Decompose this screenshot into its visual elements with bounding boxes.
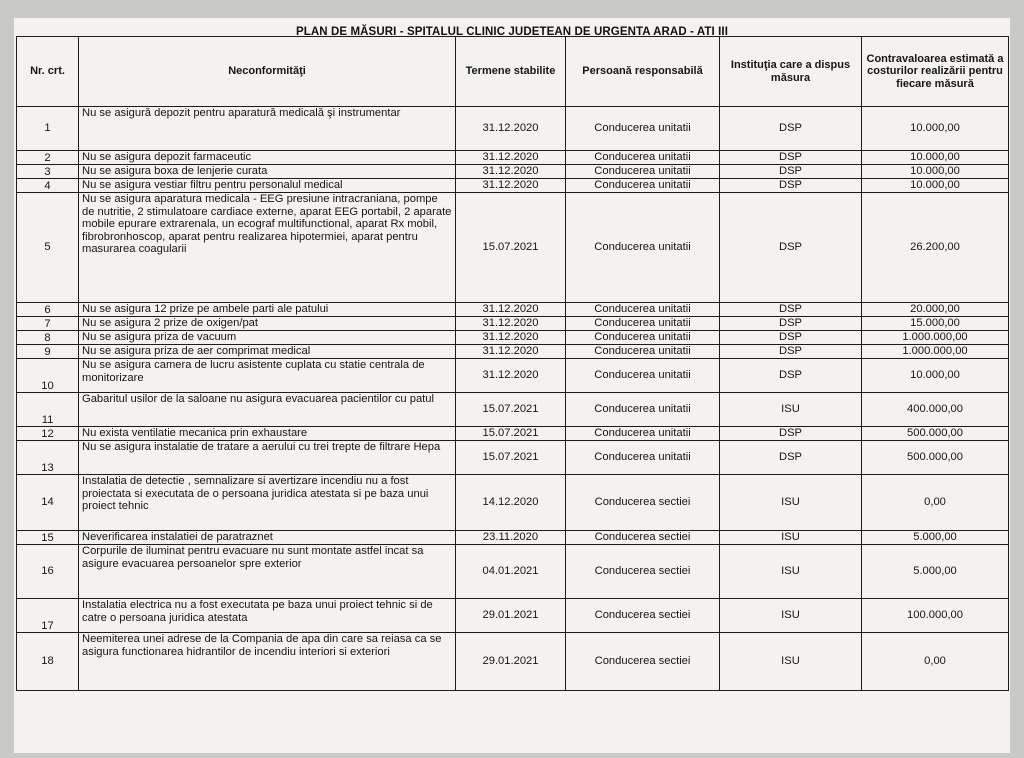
table-row [17,165,1009,179]
row-responsible: Conducerea unitatii [566,165,720,179]
row-nonconformity: Nu se asigura priza de aer comprimat medical [79,345,456,359]
row-responsible: Conducerea unitatii [566,359,720,393]
row-nonconformity: Nu se asigura boxa de lenjerie curata [79,165,456,179]
row-number: 8 [17,331,79,345]
row-nonconformity: Nu se asigura 2 prize de oxigen/pat [79,317,456,331]
row-deadline: 31.12.2020 [456,317,566,331]
row-deadline: 31.12.2020 [456,359,566,393]
row-number: 16 [17,545,79,599]
row-deadline: 15.07.2021 [456,193,566,303]
row-responsible: Conducerea unitatii [566,193,720,303]
row-institution: DSP [720,193,862,303]
row-cost: 10.000,00 [862,107,1009,151]
table-row [17,317,1009,331]
table-row [17,359,1009,393]
row-deadline: 23.11.2020 [456,531,566,545]
row-number: 13 [17,441,79,475]
row-institution: DSP [720,441,862,475]
row-responsible: Conducerea unitatii [566,345,720,359]
row-institution: ISU [720,545,862,599]
row-number: 7 [17,317,79,331]
row-institution: DSP [720,151,862,165]
row-cost: 0,00 [862,633,1009,691]
row-institution: DSP [720,331,862,345]
header-institutia: Instituţia care a dispus măsura [720,37,862,107]
row-institution: DSP [720,165,862,179]
row-responsible: Conducerea sectiei [566,545,720,599]
row-nonconformity: Nu se asigură depozit pentru aparatură medicală şi instrumentar [79,107,456,151]
row-number: 12 [17,427,79,441]
row-deadline: 15.07.2021 [456,393,566,427]
row-cost: 20.000,00 [862,303,1009,317]
row-institution: DSP [720,427,862,441]
row-nonconformity: Nu se asigura depozit farmaceutic [79,151,456,165]
header-neconformitati: Neconformităţi [79,37,456,107]
measures-table [16,36,1009,691]
row-institution: DSP [720,359,862,393]
row-number: 2 [17,151,79,165]
row-deadline: 31.12.2020 [456,165,566,179]
row-cost: 400.000,00 [862,393,1009,427]
row-cost: 1.000.000,00 [862,345,1009,359]
row-responsible: Conducerea sectiei [566,475,720,531]
row-deadline: 15.07.2021 [456,441,566,475]
row-nonconformity: Nu se asigura vestiar filtru pentru personalul medical [79,179,456,193]
row-responsible: Conducerea unitatii [566,303,720,317]
row-number: 3 [17,165,79,179]
row-deadline: 31.12.2020 [456,331,566,345]
row-nonconformity: Nu exista ventilatie mecanica prin exhaustare [79,427,456,441]
row-nonconformity: Corpurile de iluminat pentru evacuare nu sunt montate astfel incat sa asigure evacuarea persoanelor spre exterior [79,545,456,599]
row-number: 11 [17,393,79,427]
row-deadline: 04.01.2021 [456,545,566,599]
row-institution: ISU [720,599,862,633]
row-deadline: 29.01.2021 [456,633,566,691]
row-number: 9 [17,345,79,359]
row-number: 18 [17,633,79,691]
row-cost: 15.000,00 [862,317,1009,331]
row-institution: ISU [720,475,862,531]
row-number: 5 [17,193,79,303]
row-institution: ISU [720,393,862,427]
row-institution: DSP [720,107,862,151]
row-nonconformity: Instalatia electrica nu a fost executata pe baza unui proiect tehnic si de catre o persoana juridica atestata [79,599,456,633]
row-number: 4 [17,179,79,193]
row-cost: 10.000,00 [862,151,1009,165]
header-nr: Nr. crt. [17,37,79,107]
row-deadline: 29.01.2021 [456,599,566,633]
row-institution: ISU [720,531,862,545]
row-institution: DSP [720,345,862,359]
row-number: 14 [17,475,79,531]
row-deadline: 31.12.2020 [456,107,566,151]
row-cost: 5.000,00 [862,531,1009,545]
row-cost: 10.000,00 [862,165,1009,179]
row-cost: 26.200,00 [862,193,1009,303]
table-row [17,179,1009,193]
row-cost: 500.000,00 [862,441,1009,475]
row-nonconformity: Nu se asigura aparatura medicala - EEG presiune intracraniana, pompe de nutritie, 2 stimulatoare cardiace externe, aparat EEG portabil, 2 aparate mobile epurare extrarenala, un ecograf multifunctional, aparat Rx mobil, fibrobronhoscop, aparat pentru realizarea hipotermiei, aparat pentru masurarea coagularii [79,193,456,303]
table-row [17,345,1009,359]
table-row [17,599,1009,633]
row-number: 17 [17,599,79,633]
row-responsible: Conducerea unitatii [566,107,720,151]
row-number: 1 [17,107,79,151]
row-responsible: Conducerea unitatii [566,179,720,193]
header-termene: Termene stabilite [456,37,566,107]
row-nonconformity: Gabaritul usilor de la saloane nu asigura evacuarea pacientilor cu patul [79,393,456,427]
row-cost: 500.000,00 [862,427,1009,441]
row-deadline: 31.12.2020 [456,303,566,317]
row-responsible: Conducerea unitatii [566,441,720,475]
row-cost: 1.000.000,00 [862,331,1009,345]
row-number: 10 [17,359,79,393]
row-nonconformity: Nu se asigura camera de lucru asistente cuplata cu statie centrala de monitorizare [79,359,456,393]
row-deadline: 14.12.2020 [456,475,566,531]
row-institution: DSP [720,303,862,317]
table-row [17,531,1009,545]
row-responsible: Conducerea sectiei [566,531,720,545]
row-nonconformity: Neemiterea unei adrese de la Compania de apa din care sa reiasa ca se asigura functionarea hidrantilor de incendiu interiori si exteriori [79,633,456,691]
table-row [17,633,1009,691]
row-cost: 10.000,00 [862,359,1009,393]
row-deadline: 31.12.2020 [456,151,566,165]
row-cost: 100.000,00 [862,599,1009,633]
table-row [17,193,1009,303]
row-institution: DSP [720,179,862,193]
row-deadline: 15.07.2021 [456,427,566,441]
table-row [17,151,1009,165]
row-responsible: Conducerea sectiei [566,633,720,691]
row-nonconformity: Nu se asigura instalatie de tratare a aerului cu trei trepte de filtrare Hepa [79,441,456,475]
row-nonconformity: Instalatia de detectie , semnalizare si avertizare incendiu nu a fost proiectata si executata de o persoana juridica atestata si pe baza unui proiect tehnic [79,475,456,531]
table-row [17,107,1009,151]
row-nonconformity: Neverificarea instalatiei de paratraznet [79,531,456,545]
row-nonconformity: Nu se asigura 12 prize pe ambele parti ale patului [79,303,456,317]
row-number: 6 [17,303,79,317]
table-row [17,303,1009,317]
page-title: PLAN DE MĂSURI - SPITALUL CLINIC JUDETEAN DE URGENTA ARAD - ATI III [296,26,728,38]
row-deadline: 31.12.2020 [456,345,566,359]
row-responsible: Conducerea sectiei [566,599,720,633]
table-row [17,331,1009,345]
table-row [17,427,1009,441]
row-responsible: Conducerea unitatii [566,151,720,165]
row-responsible: Conducerea unitatii [566,331,720,345]
row-responsible: Conducerea unitatii [566,427,720,441]
row-responsible: Conducerea unitatii [566,393,720,427]
header-cost: Contravaloarea estimată a costurilor realizării pentru fiecare măsură [862,37,1009,107]
row-institution: DSP [720,317,862,331]
table-row [17,475,1009,531]
row-cost: 0,00 [862,475,1009,531]
row-nonconformity: Nu se asigura priza de vacuum [79,331,456,345]
table-row [17,393,1009,427]
row-deadline: 31.12.2020 [456,179,566,193]
row-responsible: Conducerea unitatii [566,317,720,331]
table-row [17,545,1009,599]
table-header-row [17,37,1009,107]
row-institution: ISU [720,633,862,691]
table-row [17,441,1009,475]
row-number: 15 [17,531,79,545]
row-cost: 5.000,00 [862,545,1009,599]
header-persoana: Persoană responsabilă [566,37,720,107]
row-cost: 10.000,00 [862,179,1009,193]
